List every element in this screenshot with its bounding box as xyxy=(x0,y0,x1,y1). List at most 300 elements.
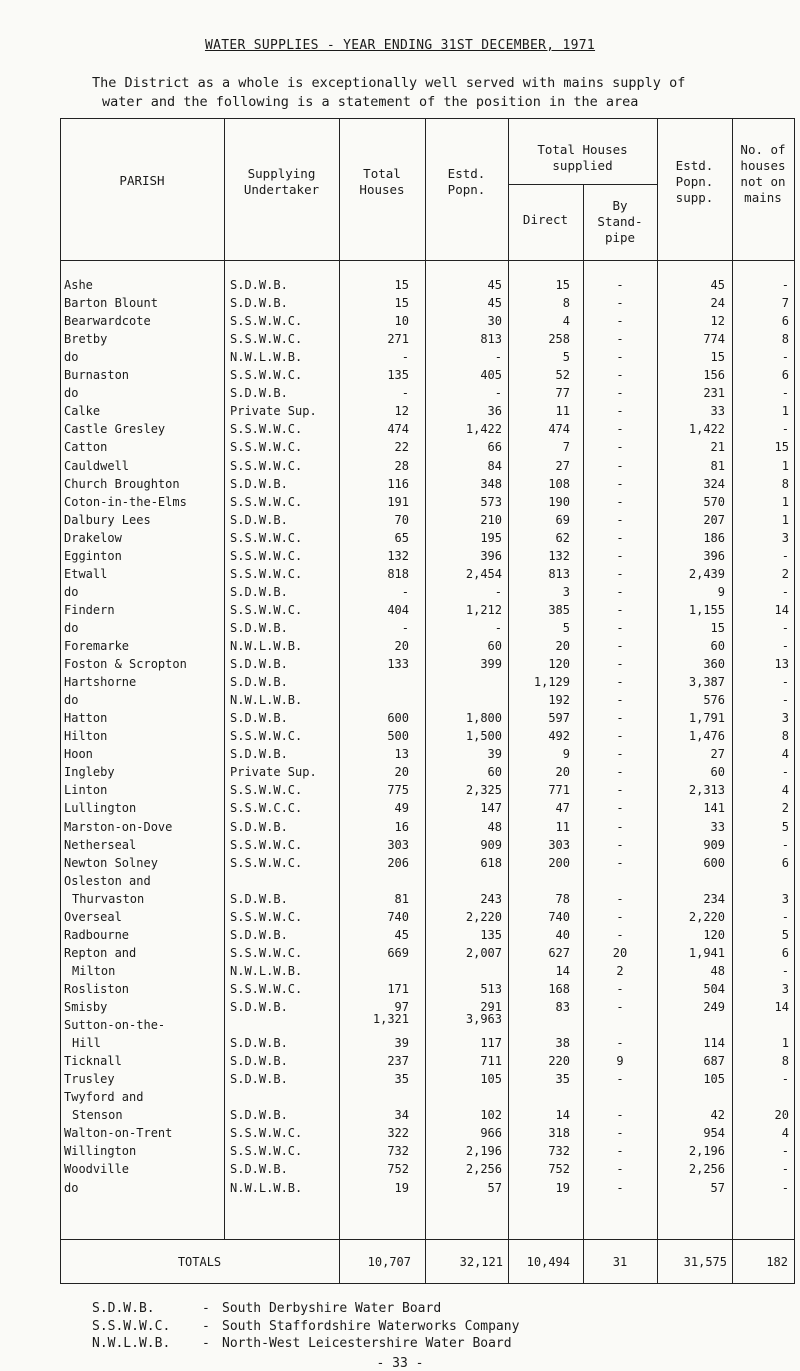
cell-und: S.D.W.B. xyxy=(230,621,288,635)
cell-direct: 3 xyxy=(562,585,570,599)
parish-name: do xyxy=(64,693,79,707)
cell-popn: 2,007 xyxy=(465,946,502,960)
cell-direct: 192 xyxy=(548,693,570,707)
cell-und: S.D.W.B. xyxy=(230,1072,288,1086)
cell-supp: 105 xyxy=(703,1072,725,1086)
legend-item xyxy=(92,1335,519,1353)
cell-stand: - xyxy=(616,892,624,906)
cell-direct: 258 xyxy=(548,332,570,346)
parish-name: Coton-in-the-Elms xyxy=(64,495,187,509)
col-line-8 xyxy=(794,118,795,1284)
cell-direct: 5 xyxy=(562,621,570,635)
header-not-on-mains xyxy=(732,142,794,206)
cell-und: S.D.W.B. xyxy=(230,386,288,400)
cell-stand: - xyxy=(616,1000,624,1014)
parish-name: Hatton xyxy=(64,711,108,725)
cell-houses: 39 xyxy=(394,1036,409,1050)
header-supp-line2: Popn. xyxy=(675,174,714,189)
cell-not: 3 xyxy=(781,531,789,545)
cell-direct: 8 xyxy=(562,296,570,310)
cell-houses: 22 xyxy=(394,440,409,454)
cell-popn: - xyxy=(494,585,502,599)
legend-description: South Staffordshire Waterworks Company xyxy=(222,1318,520,1334)
totals-houses: 10,707 xyxy=(367,1255,411,1269)
cell-supp: 114 xyxy=(703,1036,725,1050)
cell-supp: 1,791 xyxy=(688,711,725,725)
parish-name: Burnaston xyxy=(64,368,130,382)
totals-supp: 31,575 xyxy=(683,1255,727,1269)
cell-und: S.S.W.W.C. xyxy=(230,549,303,563)
cell-popn: 396 xyxy=(480,549,502,563)
header-total-houses xyxy=(339,166,425,198)
parish-name: Barton Blount xyxy=(64,296,158,310)
cell-direct: 303 xyxy=(548,838,570,852)
cell-not: 14 xyxy=(774,603,789,617)
cell-stand: - xyxy=(616,856,624,870)
cell-houses: 740 xyxy=(387,910,409,924)
cell-houses: 12 xyxy=(394,404,409,418)
cell-not: 8 xyxy=(781,729,789,743)
cell-houses: 45 xyxy=(394,928,409,942)
cell-direct: 77 xyxy=(555,386,570,400)
parish-name: Marston-on-Dove xyxy=(64,820,173,834)
cell-stand: - xyxy=(616,603,624,617)
cell-supp: 186 xyxy=(703,531,725,545)
cell-direct: 492 xyxy=(548,729,570,743)
cell-stand: - xyxy=(616,711,624,725)
cell-stand: - xyxy=(616,1126,624,1140)
cell-stand: - xyxy=(616,801,624,815)
cell-popn: 909 xyxy=(480,838,502,852)
hartshorne-estd-popn: 3,963 xyxy=(465,1012,502,1026)
cell-stand: - xyxy=(616,567,624,581)
cell-direct: 108 xyxy=(548,477,570,491)
col-line-0 xyxy=(60,118,61,1284)
parish-name: Trusley xyxy=(64,1072,115,1086)
parish-name: Egginton xyxy=(64,549,122,563)
cell-not: - xyxy=(781,1181,789,1195)
parish-name: Hartshorne xyxy=(64,675,137,689)
header-notmains-line2: houses xyxy=(740,158,786,173)
cell-popn: 57 xyxy=(487,1181,502,1195)
parish-name: Bretby xyxy=(64,332,108,346)
cell-popn: 84 xyxy=(487,459,502,473)
cell-houses: 15 xyxy=(394,278,409,292)
cell-direct: 35 xyxy=(555,1072,570,1086)
cell-houses: 19 xyxy=(394,1181,409,1195)
legend-dash: - xyxy=(202,1336,210,1351)
cell-not: 1 xyxy=(781,459,789,473)
cell-direct: 38 xyxy=(555,1036,570,1050)
header-undertaker-line1: Supplying xyxy=(247,166,316,181)
legend-abbreviation: N.W.L.W.B. xyxy=(92,1336,171,1351)
table-top-border xyxy=(60,118,795,119)
cell-stand: - xyxy=(616,783,624,797)
cell-houses: 271 xyxy=(387,332,409,346)
cell-stand: - xyxy=(616,440,624,454)
legend-description: North-West Leicestershire Water Board xyxy=(222,1336,512,1351)
cell-not: 2 xyxy=(781,567,789,581)
cell-popn: 45 xyxy=(487,278,502,292)
header-notmains-line1: No. of xyxy=(740,142,786,157)
cell-und: S.D.W.B. xyxy=(230,278,288,292)
cell-stand: - xyxy=(616,928,624,942)
cell-direct: 5 xyxy=(562,350,570,364)
cell-supp: 24 xyxy=(710,296,725,310)
cell-houses: 15 xyxy=(394,296,409,310)
cell-supp: 57 xyxy=(710,1181,725,1195)
cell-houses: 49 xyxy=(394,801,409,815)
cell-not: - xyxy=(781,675,789,689)
cell-stand: - xyxy=(616,639,624,653)
cell-not: - xyxy=(781,910,789,924)
cell-direct: 20 xyxy=(555,765,570,779)
cell-und: S.D.W.B. xyxy=(230,513,288,527)
cell-und: S.S.W.W.C. xyxy=(230,729,303,743)
cell-direct: 52 xyxy=(555,368,570,382)
parish-name: Foremarke xyxy=(64,639,130,653)
cell-stand: - xyxy=(616,386,624,400)
cell-houses: 732 xyxy=(387,1144,409,1158)
cell-stand: - xyxy=(616,1036,624,1050)
header-estd-popn-supp xyxy=(657,158,732,206)
cell-und: N.W.L.W.B. xyxy=(230,350,303,364)
cell-und: S.D.W.B. xyxy=(230,928,288,942)
cell-stand: - xyxy=(616,1181,624,1195)
parish-name: Netherseal xyxy=(64,838,137,852)
parish-name: Radbourne xyxy=(64,928,130,942)
cell-not: 6 xyxy=(781,856,789,870)
cell-und: S.D.W.B. xyxy=(230,1000,288,1014)
cell-stand: - xyxy=(616,693,624,707)
cell-direct: 813 xyxy=(548,567,570,581)
cell-houses: 10 xyxy=(394,314,409,328)
cell-houses: 20 xyxy=(394,765,409,779)
cell-not: - xyxy=(781,350,789,364)
cell-popn: 1,500 xyxy=(465,729,502,743)
cell-popn: 813 xyxy=(480,332,502,346)
header-houses-line2: Houses xyxy=(359,182,405,197)
cell-popn: 513 xyxy=(480,982,502,996)
cell-popn: - xyxy=(494,386,502,400)
cell-stand: - xyxy=(616,765,624,779)
cell-not: 15 xyxy=(774,440,789,454)
cell-not: 13 xyxy=(774,657,789,671)
cell-houses: 206 xyxy=(387,856,409,870)
cell-stand: - xyxy=(616,585,624,599)
cell-popn: 135 xyxy=(480,928,502,942)
cell-not: - xyxy=(781,621,789,635)
header-direct: Direct xyxy=(522,212,569,227)
cell-stand: - xyxy=(616,747,624,761)
cell-direct: 20 xyxy=(555,639,570,653)
header-standpipe xyxy=(583,198,657,246)
cell-popn: 1,422 xyxy=(465,422,502,436)
cell-houses: 818 xyxy=(387,567,409,581)
cell-supp: 12 xyxy=(710,314,725,328)
cell-supp: 249 xyxy=(703,1000,725,1014)
cell-not: - xyxy=(781,765,789,779)
cell-und: N.W.L.W.B. xyxy=(230,964,303,978)
cell-stand: - xyxy=(616,910,624,924)
cell-houses: 191 xyxy=(387,495,409,509)
cell-und: S.S.W.W.C. xyxy=(230,1126,303,1140)
cell-houses: 28 xyxy=(394,459,409,473)
cell-supp: 45 xyxy=(710,278,725,292)
cell-und: Private Sup. xyxy=(230,765,317,779)
cell-houses: 752 xyxy=(387,1162,409,1176)
cell-und: S.S.W.W.C. xyxy=(230,531,303,545)
cell-stand: - xyxy=(616,477,624,491)
cell-stand: - xyxy=(616,838,624,852)
cell-popn: 405 xyxy=(480,368,502,382)
cell-direct: 474 xyxy=(548,422,570,436)
cell-direct: 78 xyxy=(555,892,570,906)
cell-popn: 1,800 xyxy=(465,711,502,725)
cell-popn: 45 xyxy=(487,296,502,310)
cell-stand: - xyxy=(616,820,624,834)
cell-und: S.S.W.W.C. xyxy=(230,982,303,996)
cell-direct: 11 xyxy=(555,404,570,418)
totals-top-border xyxy=(60,1239,795,1240)
cell-popn: 39 xyxy=(487,747,502,761)
cell-supp: 909 xyxy=(703,838,725,852)
cell-und: S.S.W.W.C. xyxy=(230,440,303,454)
header-supplied-line2: supplied xyxy=(552,158,613,173)
header-standpipe-line3: pipe xyxy=(604,230,636,245)
cell-popn: - xyxy=(494,621,502,635)
parish-name: do xyxy=(64,386,79,400)
cell-houses: 116 xyxy=(387,477,409,491)
cell-supp: 9 xyxy=(717,585,725,599)
parish-name: Twyford and xyxy=(64,1090,144,1104)
cell-und: S.S.W.W.C. xyxy=(230,856,303,870)
cell-not: - xyxy=(781,278,789,292)
totals-direct: 10,494 xyxy=(526,1255,570,1269)
header-supp-line3: supp. xyxy=(675,190,714,205)
cell-houses: 775 xyxy=(387,783,409,797)
cell-popn: 48 xyxy=(487,820,502,834)
cell-popn: 60 xyxy=(487,639,502,653)
cell-und: S.S.W.W.C. xyxy=(230,603,303,617)
cell-supp: 2,439 xyxy=(688,567,725,581)
cell-popn: 210 xyxy=(480,513,502,527)
cell-direct: 627 xyxy=(548,946,570,960)
cell-houses: 132 xyxy=(387,549,409,563)
cell-not: 6 xyxy=(781,368,789,382)
cell-popn: 2,325 xyxy=(465,783,502,797)
cell-direct: 14 xyxy=(555,1108,570,1122)
parish-name: Ashe xyxy=(64,278,93,292)
cell-popn: 2,196 xyxy=(465,1144,502,1158)
parish-name: Drakelow xyxy=(64,531,122,545)
cell-und: S.D.W.B. xyxy=(230,711,288,725)
cell-stand: - xyxy=(616,296,624,310)
parish-name: do xyxy=(64,621,79,635)
header-standpipe-line2: Stand- xyxy=(597,214,643,229)
cell-stand: - xyxy=(616,531,624,545)
cell-direct: 19 xyxy=(555,1181,570,1195)
parish-name: Cauldwell xyxy=(64,459,130,473)
parish-name: Etwall xyxy=(64,567,108,581)
intro-paragraph xyxy=(92,74,792,112)
parish-name: do xyxy=(64,1181,79,1195)
cell-supp: 141 xyxy=(703,801,725,815)
header-supplied-line1: Total Houses xyxy=(537,142,628,157)
header-parish: PARISH xyxy=(119,173,165,188)
cell-houses: 135 xyxy=(387,368,409,382)
cell-not: - xyxy=(781,964,789,978)
cell-direct: 168 xyxy=(548,982,570,996)
cell-supp: 2,196 xyxy=(688,1144,725,1158)
cell-not: 3 xyxy=(781,892,789,906)
cell-supp: 207 xyxy=(703,513,725,527)
cell-und: S.S.W.W.C. xyxy=(230,459,303,473)
cell-und: S.S.W.W.C. xyxy=(230,314,303,328)
cell-not: 4 xyxy=(781,783,789,797)
cell-not: 20 xyxy=(774,1108,789,1122)
cell-houses: 322 xyxy=(387,1126,409,1140)
cell-popn: 117 xyxy=(480,1036,502,1050)
cell-popn: 966 xyxy=(480,1126,502,1140)
cell-supp: 570 xyxy=(703,495,725,509)
cell-supp: 324 xyxy=(703,477,725,491)
cell-houses: 474 xyxy=(387,422,409,436)
cell-not: 3 xyxy=(781,711,789,725)
cell-popn: 348 xyxy=(480,477,502,491)
cell-direct: 1,129 xyxy=(533,675,570,689)
cell-stand: - xyxy=(616,1144,624,1158)
cell-houses: 237 xyxy=(387,1054,409,1068)
cell-supp: 360 xyxy=(703,657,725,671)
cell-not: 1 xyxy=(781,513,789,527)
cell-supp: 954 xyxy=(703,1126,725,1140)
cell-popn: 195 xyxy=(480,531,502,545)
parish-name: Hill xyxy=(72,1036,101,1050)
cell-supp: 15 xyxy=(710,350,725,364)
cell-und: S.S.W.W.C. xyxy=(230,1144,303,1158)
cell-und: S.S.W.C.C. xyxy=(230,801,303,815)
totals-popn: 32,121 xyxy=(459,1255,503,1269)
legend-abbreviation: S.S.W.W.C. xyxy=(92,1318,171,1334)
cell-stand: 9 xyxy=(616,1054,624,1068)
cell-direct: 732 xyxy=(548,1144,570,1158)
header-notmains-line4: mains xyxy=(744,190,782,205)
cell-direct: 190 xyxy=(548,495,570,509)
table-bottom-border xyxy=(60,1283,795,1284)
cell-not: 8 xyxy=(781,1054,789,1068)
cell-und: S.D.W.B. xyxy=(230,477,288,491)
cell-und: S.D.W.B. xyxy=(230,1162,288,1176)
legend-dash: - xyxy=(202,1301,210,1316)
cell-und: S.S.W.W.C. xyxy=(230,910,303,924)
cell-houses: 20 xyxy=(394,639,409,653)
cell-supp: 81 xyxy=(710,459,725,473)
cell-supp: 120 xyxy=(703,928,725,942)
cell-popn: 2,220 xyxy=(465,910,502,924)
cell-direct: 69 xyxy=(555,513,570,527)
cell-und: S.S.W.W.C. xyxy=(230,368,303,382)
cell-und: S.D.W.B. xyxy=(230,296,288,310)
cell-not: - xyxy=(781,1072,789,1086)
cell-not: 1 xyxy=(781,404,789,418)
cell-supp: 2,256 xyxy=(688,1162,725,1176)
cell-stand: - xyxy=(616,675,624,689)
parish-name: Calke xyxy=(64,404,101,418)
cell-popn: 66 xyxy=(487,440,502,454)
header-houses-line1: Total xyxy=(363,166,401,181)
cell-supp: 3,387 xyxy=(688,675,725,689)
cell-direct: 132 xyxy=(548,549,570,563)
cell-supp: 504 xyxy=(703,982,725,996)
cell-popn: 2,256 xyxy=(465,1162,502,1176)
cell-supp: 33 xyxy=(710,820,725,834)
cell-popn: 618 xyxy=(480,856,502,870)
header-notmains-line3: not on xyxy=(740,174,786,189)
header-bottom-border xyxy=(60,260,795,261)
cell-direct: 597 xyxy=(548,711,570,725)
cell-not: 1 xyxy=(781,1036,789,1050)
cell-direct: 27 xyxy=(555,459,570,473)
cell-stand: - xyxy=(616,278,624,292)
parish-name: Woodville xyxy=(64,1162,130,1176)
cell-direct: 14 xyxy=(555,964,570,978)
cell-stand: 2 xyxy=(616,964,624,978)
cell-direct: 220 xyxy=(548,1054,570,1068)
cell-houses: - xyxy=(401,350,409,364)
parish-name: Stenson xyxy=(72,1108,123,1122)
cell-direct: 9 xyxy=(562,747,570,761)
cell-direct: 752 xyxy=(548,1162,570,1176)
cell-houses: 13 xyxy=(394,747,409,761)
cell-supp: 27 xyxy=(710,747,725,761)
parish-name: Church Broughton xyxy=(64,477,180,491)
cell-supp: 1,941 xyxy=(688,946,725,960)
cell-direct: 15 xyxy=(555,278,570,292)
cell-popn: 573 xyxy=(480,495,502,509)
cell-houses: 65 xyxy=(394,531,409,545)
cell-direct: 4 xyxy=(562,314,570,328)
parish-name: Repton and xyxy=(64,946,137,960)
cell-not: 4 xyxy=(781,1126,789,1140)
parish-name: Ticknall xyxy=(64,1054,122,1068)
parish-name: Catton xyxy=(64,440,108,454)
cell-stand: - xyxy=(616,1162,624,1176)
col-line-1 xyxy=(224,118,225,1239)
cell-stand: - xyxy=(616,368,624,382)
parish-name: Hoon xyxy=(64,747,93,761)
parish-name: Milton xyxy=(72,964,116,978)
cell-not: 6 xyxy=(781,946,789,960)
parish-name: Findern xyxy=(64,603,115,617)
cell-not: 14 xyxy=(774,1000,789,1014)
header-popn-line1: Estd. xyxy=(447,166,486,181)
cell-not: 7 xyxy=(781,296,789,310)
cell-supp: 576 xyxy=(703,693,725,707)
cell-supp: 15 xyxy=(710,621,725,635)
cell-und: S.D.W.B. xyxy=(230,820,288,834)
cell-supp: 42 xyxy=(710,1108,725,1122)
cell-stand: 20 xyxy=(612,946,628,960)
cell-supp: 234 xyxy=(703,892,725,906)
cell-not: 1 xyxy=(781,495,789,509)
totals-standpipe: 31 xyxy=(612,1255,628,1269)
cell-supp: 2,313 xyxy=(688,783,725,797)
cell-popn: - xyxy=(494,350,502,364)
cell-und: N.W.L.W.B. xyxy=(230,1181,303,1195)
cell-not: 3 xyxy=(781,982,789,996)
cell-popn: 105 xyxy=(480,1072,502,1086)
